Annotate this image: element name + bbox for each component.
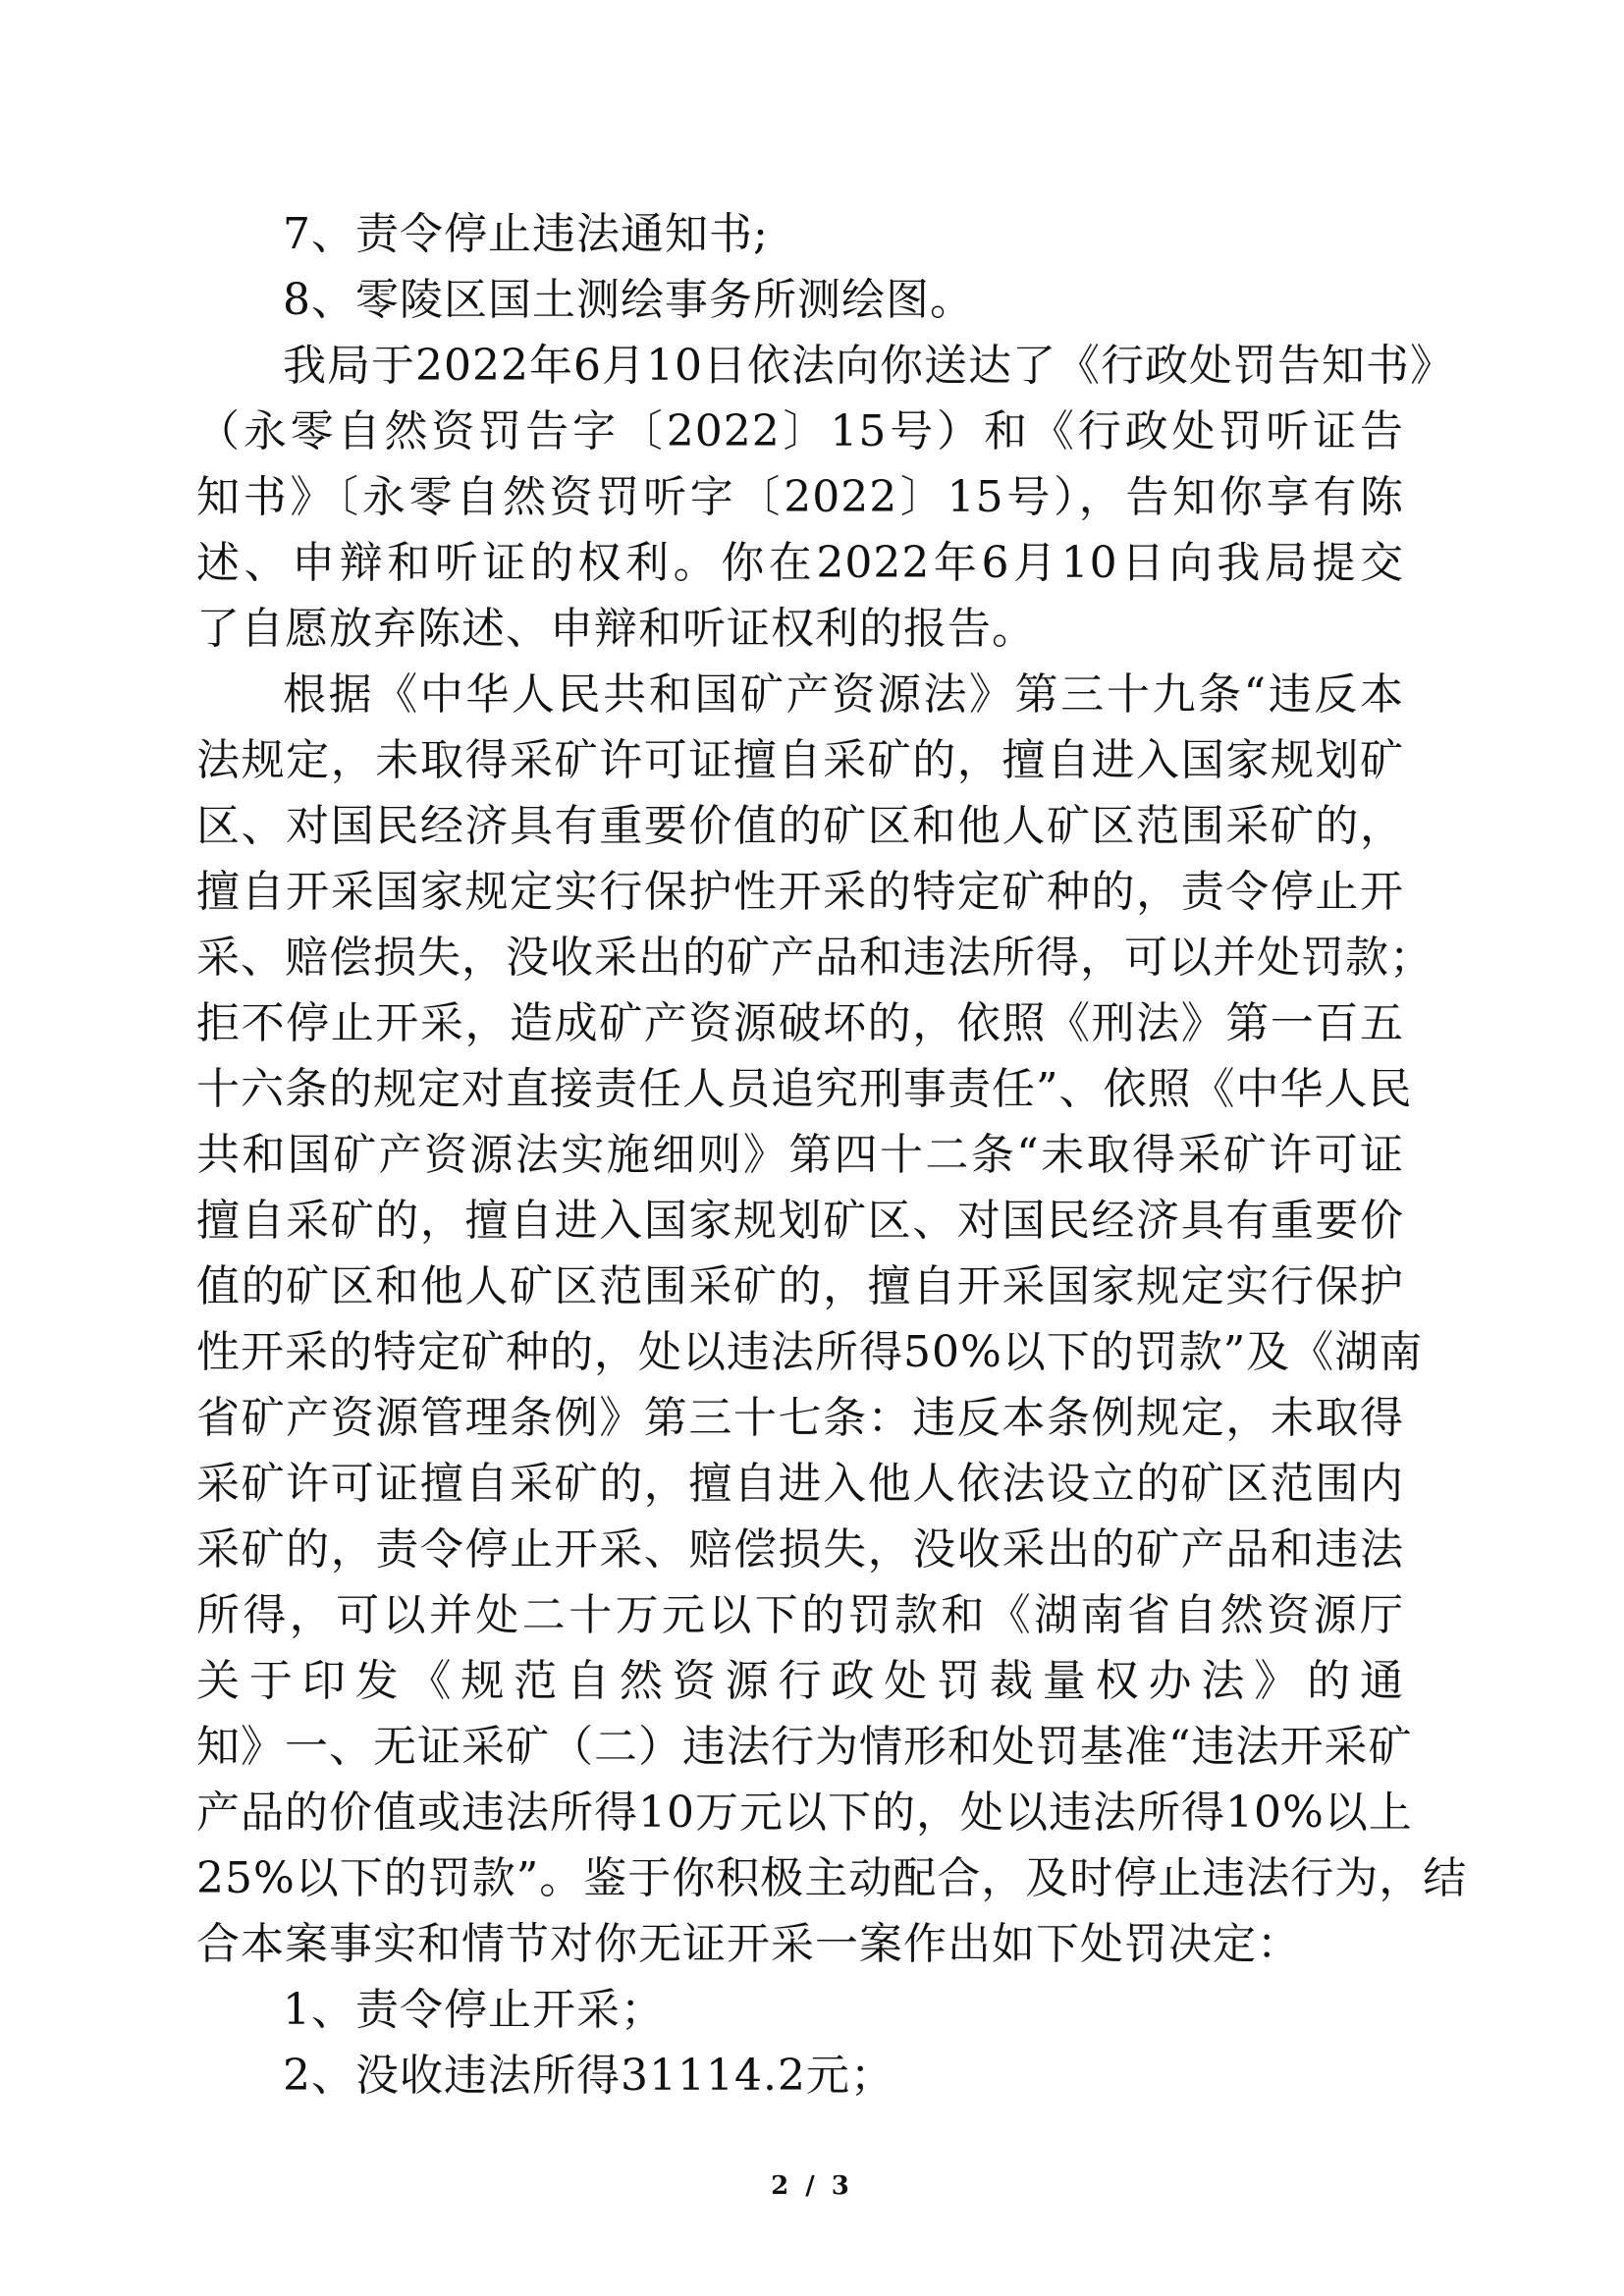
page-number: 2 / 3 bbox=[771, 2171, 853, 2201]
text-line: 了自愿放弃陈述、申辩和听证权利的报告。 bbox=[196, 604, 1036, 654]
text-line: 1、责令停止开采； bbox=[283, 1985, 665, 2035]
text-line: 采矿的，责令停止开采、赔偿损失，没收采出的矿产品和违法 bbox=[196, 1524, 1404, 1575]
text-line: 知书》〔永零自然资罚听字〔2022〕15号），告知你享有陈 bbox=[196, 472, 1404, 522]
text-line: （永零自然资罚告字〔2022〕15号）和《行政处罚听证告 bbox=[196, 406, 1404, 456]
text-line: 十六条的规定对直接责任人员追究刑事责任”、依照《中华人民 bbox=[196, 1064, 1413, 1114]
text-line: 述、申辩和听证的权利。你在2022年6月10日向我局提交 bbox=[196, 538, 1404, 588]
text-line: 合本案事实和情节对你无证开采一案作出如下处罚决定： bbox=[196, 1919, 1301, 1969]
text-line: 8、零陵区国土测绘事务所测绘图。 bbox=[283, 275, 974, 325]
text-line: 法规定，未取得采矿许可证擅自采矿的，擅自进入国家规划矿 bbox=[196, 735, 1404, 785]
text-line: 省矿产资源管理条例》第三十七条：违反本条例规定，未取得 bbox=[196, 1393, 1404, 1443]
text-line: 我局于2022年6月10日依法向你送达了《行政处罚告知书》 bbox=[283, 341, 1454, 391]
text-line: 25%以下的罚款”。鉴于你积极主动配合，及时停止违法行为，结 bbox=[196, 1853, 1468, 1903]
text-line: 产品的价值或违法所得10万元以下的，处以违法所得10%以上 bbox=[196, 1788, 1413, 1838]
text-line: 采、赔偿损失，没收采出的矿产品和违法所得，可以并处罚款； bbox=[196, 933, 1434, 983]
text-line: 所得，可以并处二十万元以下的罚款和《湖南省自然资源厅 bbox=[196, 1590, 1404, 1640]
text-line: 性开采的特定矿种的，处以违法所得50%以下的罚款”及《湖南 bbox=[196, 1327, 1424, 1377]
text-line: 擅自开采国家规定实行保护性开采的特定矿种的，责令停止开 bbox=[196, 867, 1404, 917]
text-line: 采矿许可证擅自采矿的，擅自进入他人依法设立的矿区范围内 bbox=[196, 1459, 1404, 1509]
text-line: 擅自采矿的，擅自进入国家规划矿区、对国民经济具有重要价 bbox=[196, 1196, 1404, 1246]
document-body bbox=[196, 201, 1468, 2109]
text-line: 共和国矿产资源法实施细则》第四十二条“未取得采矿许可证 bbox=[196, 1130, 1404, 1180]
text-line: 拒不停止开采，造成矿产资源破坏的，依照《刑法》第一百五 bbox=[196, 998, 1404, 1048]
text-line: 7、责令停止违法通知书; bbox=[283, 209, 769, 259]
text-line: 值的矿区和他人矿区范围采矿的，擅自开采国家规定实行保护 bbox=[196, 1261, 1404, 1311]
text-line: 关于印发《规范自然资源行政处罚裁量权办法》的通 bbox=[196, 1656, 1404, 1706]
text-line: 知》一、无证采矿（二）违法行为情形和处罚基准“违法开采矿 bbox=[196, 1722, 1413, 1772]
text-line: 根据《中华人民共和国矿产资源法》第三十九条“违反本 bbox=[283, 669, 1404, 720]
text-line: 2、没收违法所得31114.2元； bbox=[283, 2051, 894, 2101]
text-line: 区、对国民经济具有重要价值的矿区和他人矿区范围采矿的， bbox=[196, 801, 1404, 851]
